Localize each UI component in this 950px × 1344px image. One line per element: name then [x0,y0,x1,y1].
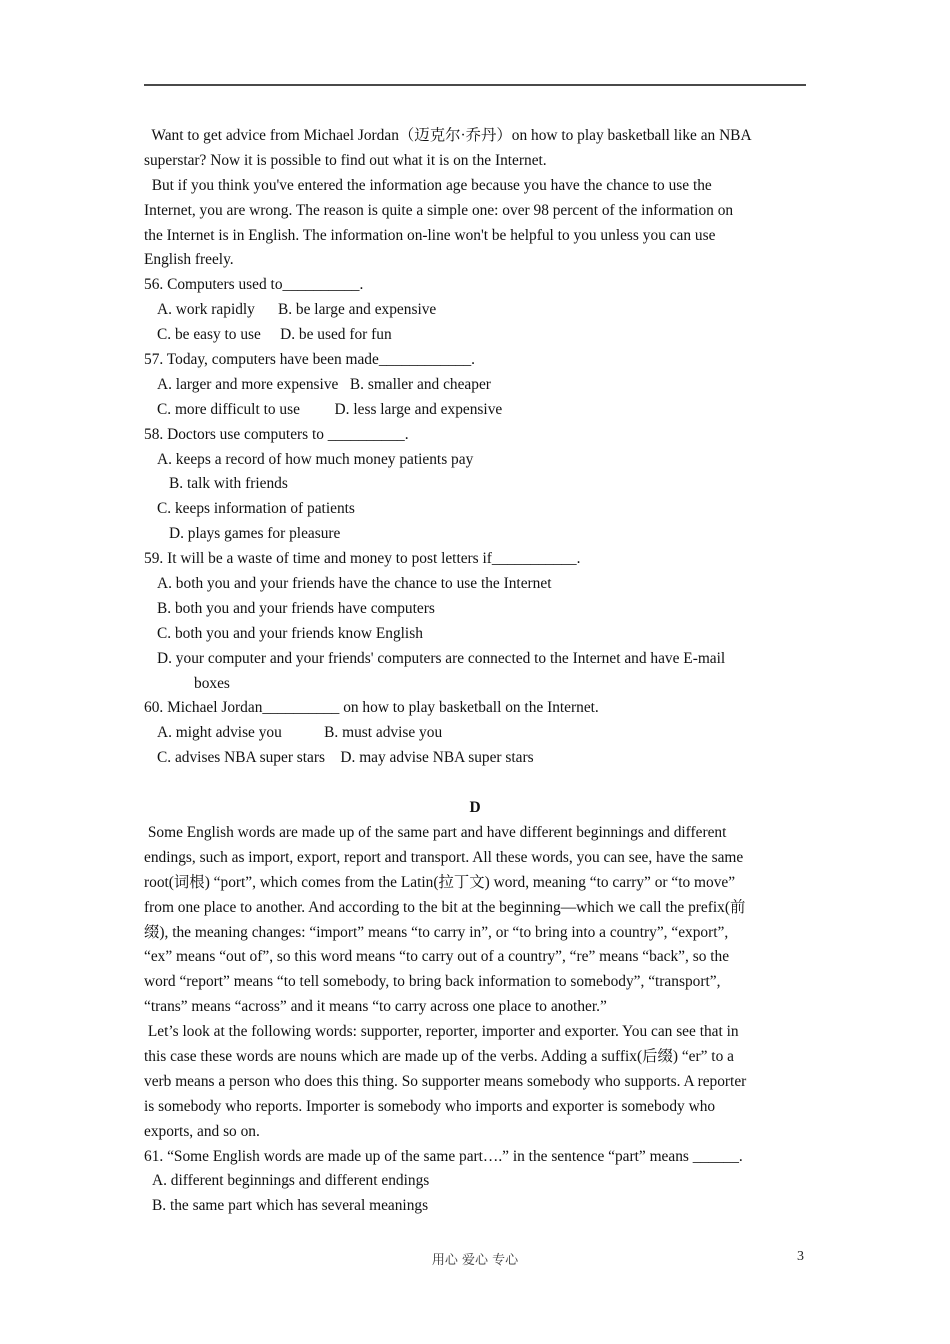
spacer [144,771,806,796]
question-60 [144,696,806,771]
text-line: root(词根) “port”, which comes from the Latin(拉丁文) word, meaning “to carry” or “to move” [144,873,736,891]
question-56 [144,273,806,348]
option-a: A. different beginnings and different endings [152,1172,430,1190]
option-b: B. the same part which has several meanings [152,1197,429,1215]
option-b: B. both you and your friends have computers [157,599,435,617]
text-line: word “report” means “to tell somebody, to bring back information to somebody”, “transport”, [144,973,721,991]
option-c: C. keeps information of patients [157,500,355,518]
text-line: Internet, you are wrong. The reason is quite a simple one: over 98 percent of the information on [144,201,734,219]
option-c: C. both you and your friends know English [157,624,423,642]
question-options: A. might advise you B. must advise you [157,724,443,742]
option-d: D. your computer and your friends' computers are connected to the Internet and have E-mail [157,649,726,667]
text-line: exports, and so on. [144,1122,260,1140]
text-line: Some English words are made up of the same part and have different beginnings and different [144,823,727,841]
question-stem: 58. Doctors use computers to __________. [144,425,409,443]
passage-paragraph [144,821,806,1020]
question-57 [144,348,806,423]
passage-paragraph [144,1020,806,1144]
question-options: C. be easy to use D. be used for fun [157,326,392,344]
text-line: verb means a person who does this thing. So supporter means somebody who supports. A reporter [144,1072,747,1090]
text-line: 缀), the meaning changes: “import” means “to carry in”, or “to bring into a country”, “export”, [144,923,729,941]
question-stem: 59. It will be a waste of time and money to post letters if___________. [144,550,581,568]
page-content [144,124,806,1219]
option-a: A. keeps a record of how much money patients pay [157,450,474,468]
text-line: this case these words are nouns which are made up of the verbs. Adding a suffix(后缀) “er” to a [144,1047,734,1065]
footer-motto: 用心 爱心 专心 [431,1253,519,1268]
text-line: But if you think you've entered the information age because you have the chance to use the [144,176,712,194]
passage-paragraph [144,124,806,174]
header-rule [144,84,806,86]
text-line: “trans” means “across” and it means “to carry across one place to another.” [144,998,607,1016]
text-line: English freely. [144,251,234,269]
text-line: is somebody who reports. Importer is somebody who imports and exporter is somebody who [144,1097,716,1115]
option-b: B. talk with friends [169,475,288,493]
option-d: D. plays games for pleasure [169,525,341,543]
question-stem: 56. Computers used to__________. [144,276,364,294]
text-line: the Internet is in English. The information on-line won't be helpful to you unless you can use [144,226,716,244]
text-line: superstar? Now it is possible to find out what it is on the Internet. [144,151,547,169]
question-options: A. larger and more expensive B. smaller and cheaper [157,375,491,393]
question-stem: 60. Michael Jordan__________ on how to play basketball on the Internet. [144,699,599,717]
question-stem: 61. “Some English words are made up of the same part….” in the sentence “part” means ______. [144,1147,743,1165]
option-d-continued: boxes [194,674,230,692]
question-59 [144,547,806,696]
question-61 [144,1145,806,1220]
text-line: “ex” means “out of”, so this word means “to carry out of a country”, “re” means “back”, so the [144,948,730,966]
passage-paragraph [144,174,806,274]
question-options: C. advises NBA super stars D. may advise NBA super stars [157,749,534,767]
question-options: C. more difficult to use D. less large and expensive [157,400,503,418]
page-number: 3 [797,1249,804,1264]
question-58 [144,423,806,547]
question-stem: 57. Today, computers have been made____________. [144,351,476,369]
question-options: A. work rapidly B. be large and expensive [157,301,437,319]
text-line: from one place to another. And according to the bit at the beginning—which we call the prefix(前 [144,898,746,916]
text-line: Let’s look at the following words: supporter, reporter, importer and exporter. You can see that in [144,1023,739,1041]
text-line: endings, such as import, export, report and transport. All these words, you can see, have the same [144,848,744,866]
section-heading: D [469,799,481,817]
option-a: A. both you and your friends have the chance to use the Internet [157,575,552,593]
text-line: Want to get advice from Michael Jordan（迈克尔·乔丹）on how to play basketball like an NBA [144,127,752,144]
